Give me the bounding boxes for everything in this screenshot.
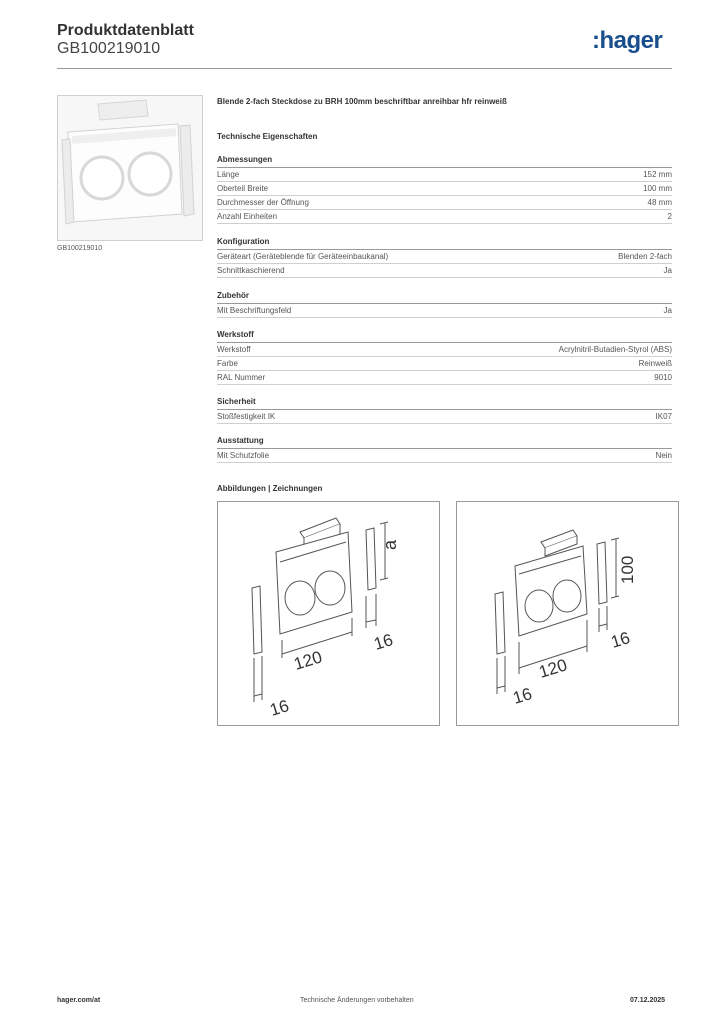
table-row: Werkstoff Acrylnitril-Butadien-Styrol (ABS) — [217, 343, 672, 357]
dim-16-left: 16 — [267, 696, 292, 720]
table-row: Mit Beschriftungsfeld Ja — [217, 304, 672, 318]
table-row: Schnittkaschierend Ja — [217, 264, 672, 278]
dim-120: 120 — [291, 647, 325, 674]
table-row: Geräteart (Geräteblende für Geräteeinbaukanal) Blenden 2-fach — [217, 250, 672, 264]
properties-heading: Technische Eigenschaften — [217, 132, 318, 141]
hager-logo — [592, 27, 662, 55]
drawing-left-image — [218, 502, 439, 725]
footer-disclaimer: Technische Änderungen vorbehalten — [300, 997, 414, 1004]
section-title: Sicherheit — [217, 397, 672, 410]
section-title: Werkstoff — [217, 330, 672, 343]
drawing-right-image — [457, 502, 678, 725]
product-photo-image — [58, 96, 202, 240]
table-row: Durchmesser der Öffnung 48 mm — [217, 196, 672, 210]
section-werkstoff — [217, 330, 672, 385]
section-title: Ausstattung — [217, 436, 672, 449]
section-zubehoer — [217, 291, 672, 318]
logo-text: hager — [599, 27, 663, 54]
table-row: Oberteil Breite 100 mm — [217, 182, 672, 196]
dim-16-right: 16 — [371, 630, 396, 654]
section-title: Konfiguration — [217, 237, 672, 250]
drawings-heading: Abbildungen | Zeichnungen — [217, 484, 323, 493]
table-row: Länge 152 mm — [217, 168, 672, 182]
section-title: Zubehör — [217, 291, 672, 304]
dim-a: a — [380, 539, 400, 550]
dim-16-right: 16 — [608, 628, 633, 652]
dim-100: 100 — [618, 555, 637, 584]
section-ausstattung — [217, 436, 672, 463]
section-abmessungen — [217, 155, 672, 224]
table-row: Farbe Reinweiß — [217, 357, 672, 371]
dim-16-left: 16 — [510, 684, 535, 708]
photo-caption: GB100219010 — [57, 245, 103, 252]
product-title: Blende 2-fach Steckdose zu BRH 100mm beschriftbar anreihbar hfr reinweiß — [217, 97, 507, 106]
technical-drawing-left — [217, 501, 440, 726]
technical-drawing-right — [456, 501, 679, 726]
table-row: Anzahl Einheiten 2 — [217, 210, 672, 224]
page-title: Produktdatenblatt — [57, 22, 194, 39]
product-code: GB100219010 — [57, 40, 161, 57]
footer-website[interactable]: hager.com/at — [57, 997, 101, 1004]
logo-colon: : — [592, 27, 600, 54]
table-row: Mit Schutzfolie Nein — [217, 449, 672, 463]
section-title: Abmessungen — [217, 155, 672, 168]
product-photo — [57, 95, 203, 241]
footer-date: 07.12.2025 — [630, 997, 666, 1004]
table-row: Stoßfestigkeit IK IK07 — [217, 410, 672, 424]
section-sicherheit — [217, 397, 672, 424]
header-divider — [57, 68, 672, 69]
dim-120: 120 — [536, 655, 570, 682]
section-konfiguration — [217, 237, 672, 278]
table-row: RAL Nummer 9010 — [217, 371, 672, 385]
